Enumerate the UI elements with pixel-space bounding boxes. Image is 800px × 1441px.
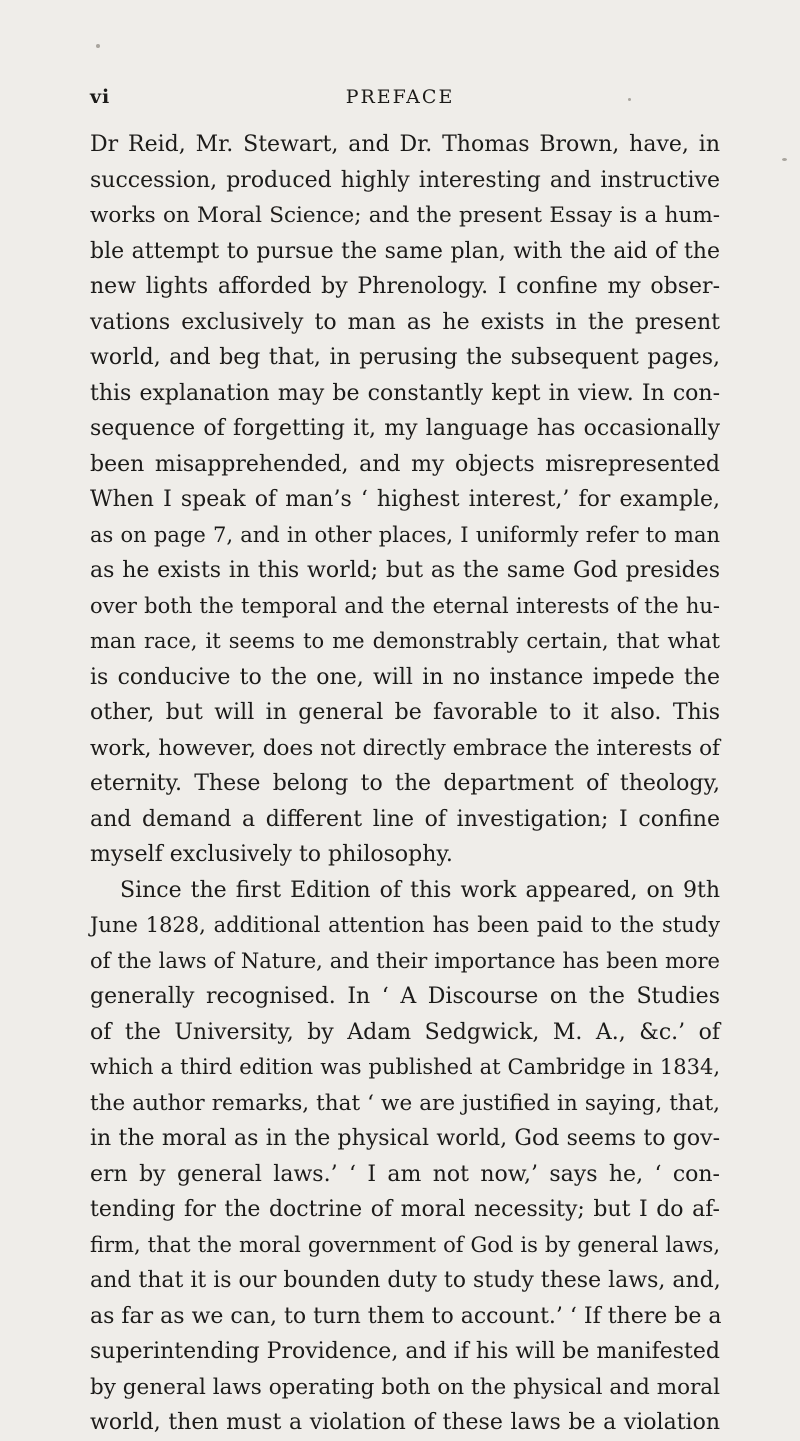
text-line: been misapprehended, and my objects misrepresented — [90, 451, 720, 477]
text-line: work, however, does not directly embrace the interests of — [90, 735, 720, 761]
ink-speck — [96, 44, 100, 48]
text-line: vations exclusively to man as he exists in the present — [90, 309, 720, 335]
text-line: as far as we can, to turn them to account.’ ‘ If there be a — [90, 1303, 722, 1329]
ink-speck — [782, 158, 787, 161]
text-line: in the moral as in the physical world, God seems to gov- — [90, 1126, 720, 1151]
text-line: the author remarks, that ‘ we are justified in saying, that, — [90, 1090, 720, 1116]
text-line: other, but will in general be favorable to it also. This — [90, 700, 720, 725]
text-line: succession, produced highly interesting and instructive — [90, 167, 720, 193]
text-line: and that it is our bounden duty to study these laws, and, — [90, 1268, 721, 1293]
text-line: which a third edition was published at Cambridge in 1834, — [90, 1055, 720, 1079]
text-line: June 1828, additional attention has been paid to the study — [90, 913, 720, 937]
text-line: by general laws operating both on the physical and moral — [90, 1374, 720, 1400]
text-line: generally recognised. In ‘ A Discourse on the Studies — [90, 984, 720, 1009]
text-line: myself exclusively to philosophy. — [90, 842, 453, 867]
text-line: firm, that the moral government of God is by general laws, — [90, 1232, 720, 1257]
text-line: as he exists in this world; but as the same God presides — [90, 558, 720, 583]
text-line: world, then must a violation of these laws be a violation — [90, 1410, 720, 1435]
text-line: of the University, by Adam Sedgwick, M. A., &c.’ of — [90, 1019, 720, 1045]
text-line: superintending Providence, and if his will be manifested — [90, 1339, 720, 1364]
text-line: as on page 7, and in other places, I uniformly refer to man — [90, 522, 720, 547]
text-line: world, and beg that, in perusing the subsequent pages, — [90, 345, 720, 370]
body-text — [90, 127, 720, 1441]
text-line: of the laws of Nature, and their importance has been more — [90, 948, 720, 973]
text-line: ble attempt to pursue the same plan, with the aid of the — [90, 238, 720, 264]
text-line: this explanation may be constantly kept in view. In con- — [90, 380, 720, 406]
text-line: new lights afforded by Phrenology. I confine my obser- — [90, 274, 720, 299]
text-line: When I speak of man’s ‘ highest interest,’ for example, — [90, 487, 720, 512]
text-line: over both the temporal and the eternal interests of the hu- — [90, 593, 720, 618]
page-number: vi — [90, 86, 111, 108]
text-line: ern by general laws.’ ‘ I am not now,’ says he, ‘ con- — [90, 1161, 720, 1187]
text-line: man race, it seems to me demonstrably certain, that what — [90, 629, 720, 653]
text-line: sequence of forgetting it, my language has occasionally — [90, 416, 720, 441]
text-line: works on Moral Science; and the present Essay is a hum- — [90, 203, 720, 228]
text-line: eternity. These belong to the department of theology, — [90, 771, 720, 796]
text-line: is conducive to the one, will in no instance impede the — [90, 664, 720, 690]
text-line: Dr Reid, Mr. Stewart, and Dr. Thomas Brown, have, in — [90, 132, 720, 157]
text-line: Since the first Edition of this work appeared, on 9th — [120, 877, 720, 903]
text-line: tending for the doctrine of moral necessity; but I do af- — [90, 1197, 720, 1222]
text-line: and demand a different line of investigation; I confine — [90, 806, 720, 832]
running-head: PREFACE — [345, 86, 455, 108]
